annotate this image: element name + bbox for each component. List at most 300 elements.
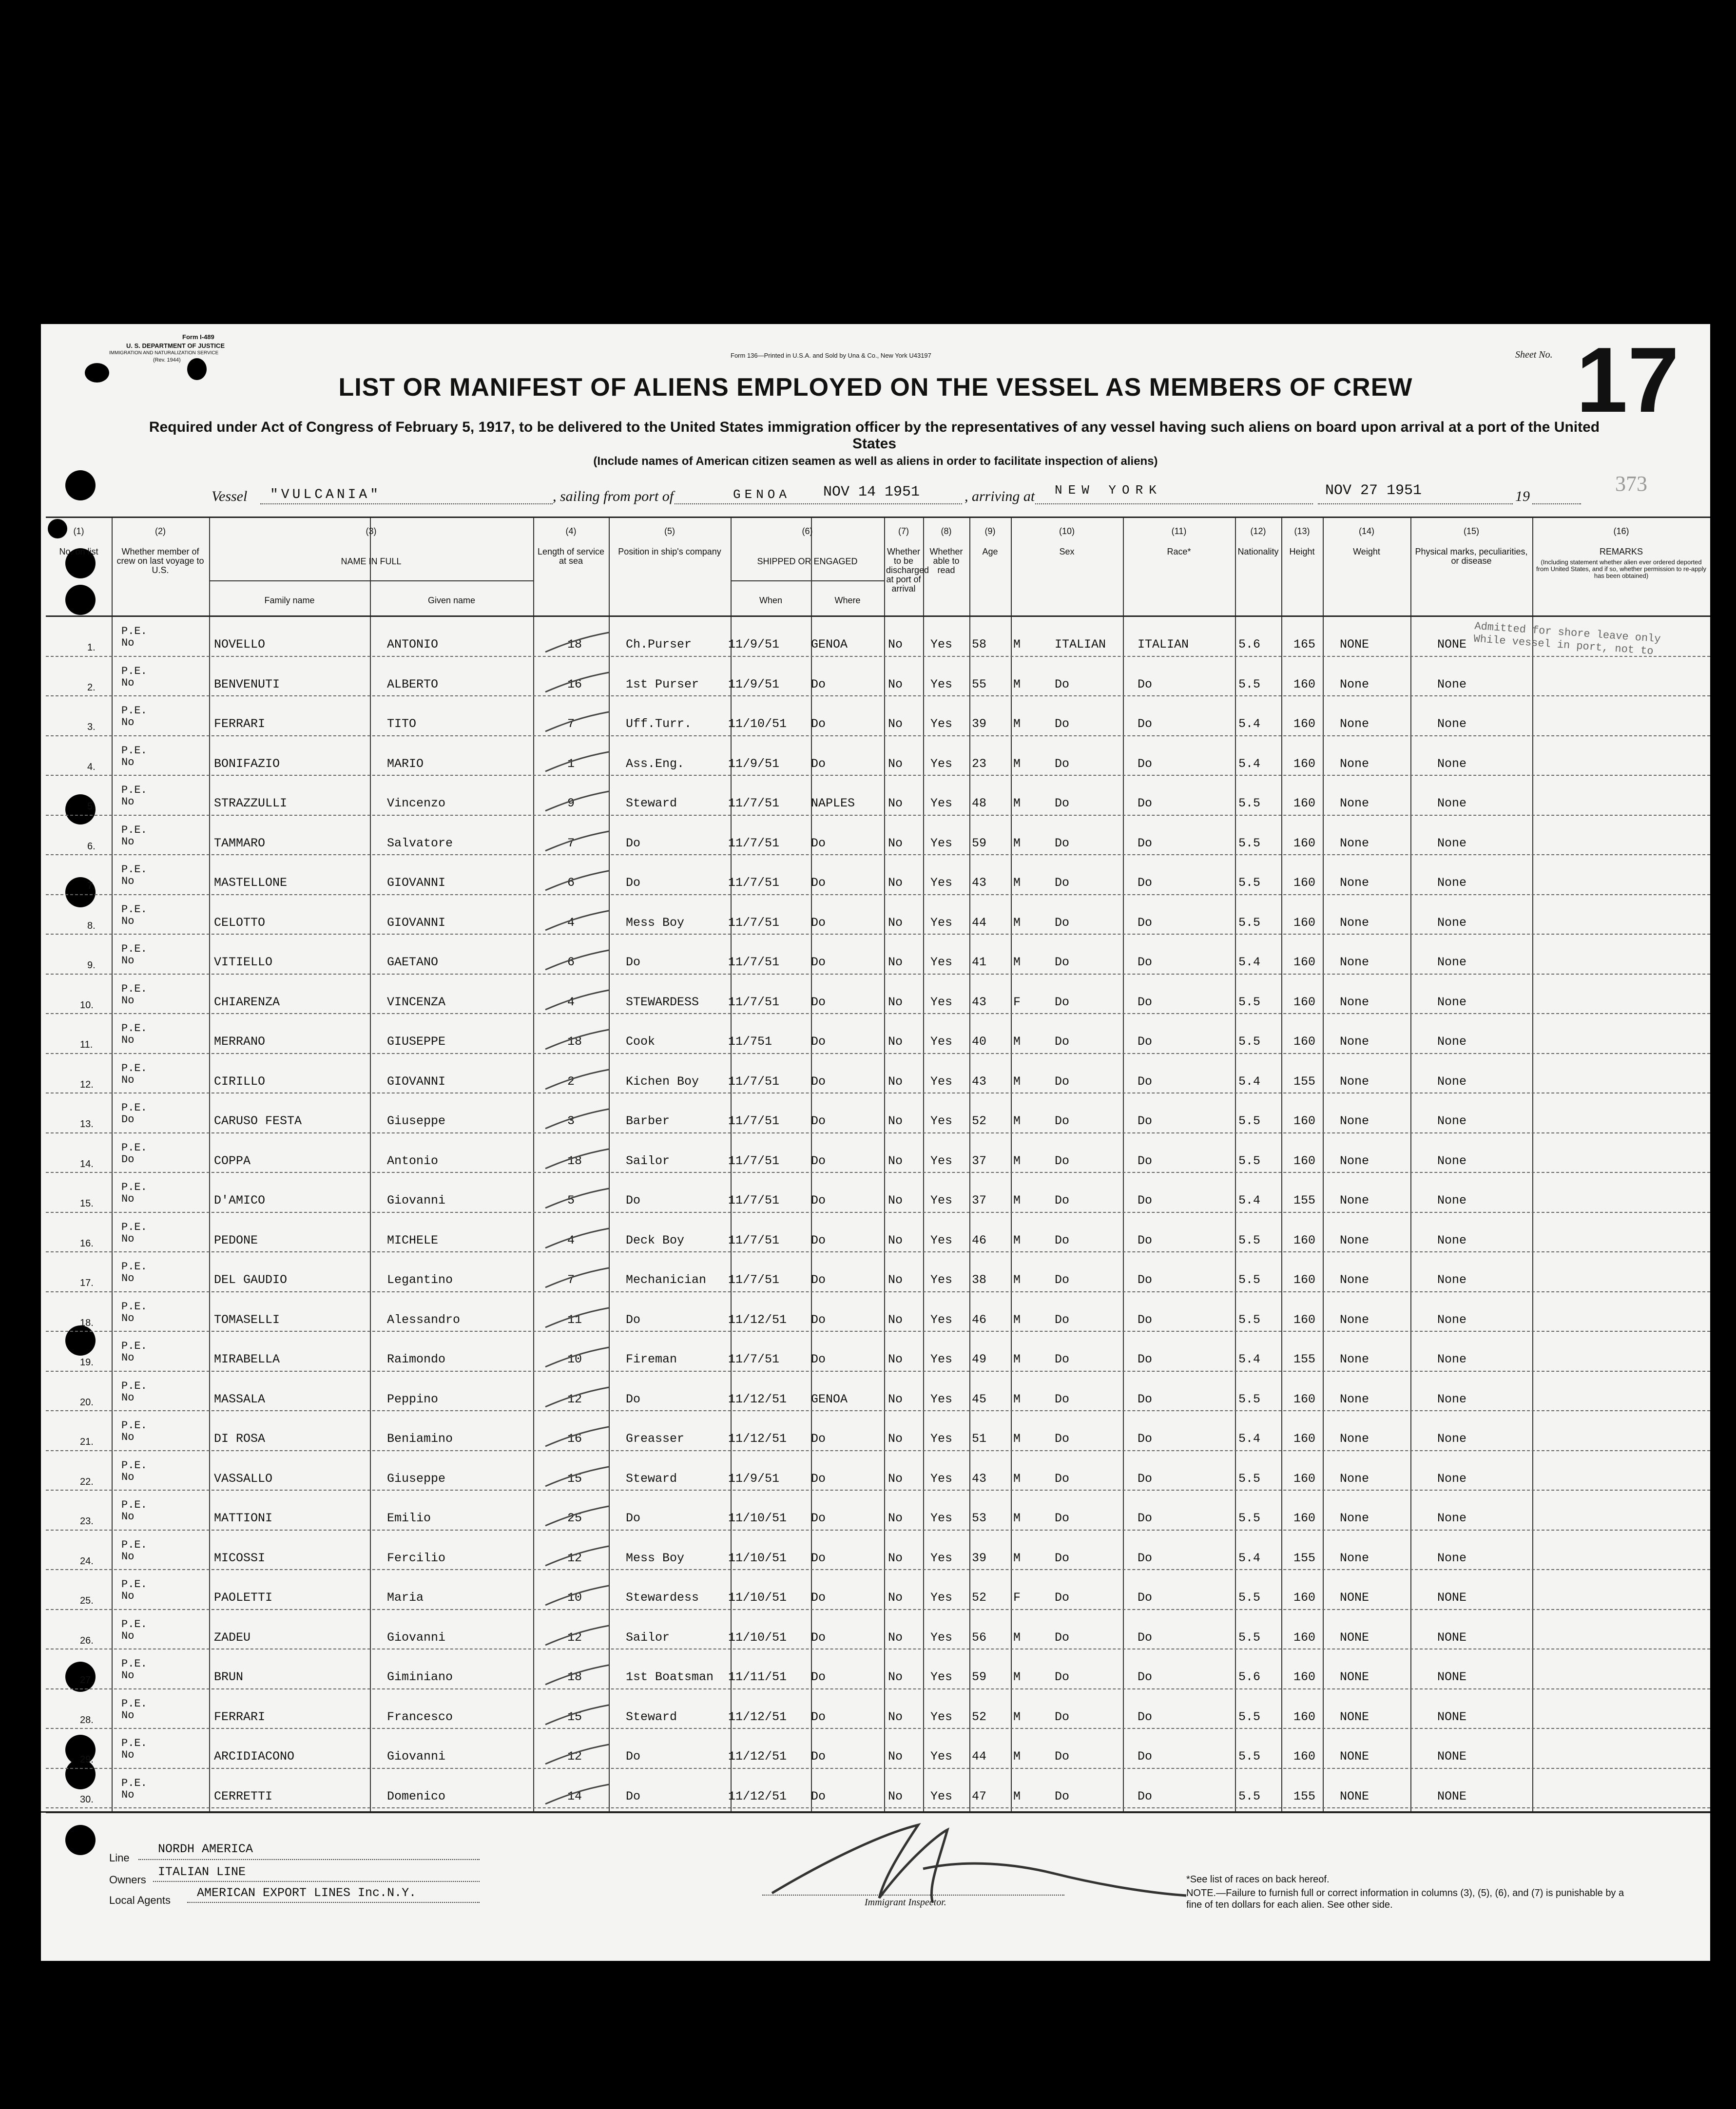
shipped-port-cell: Do	[811, 756, 826, 771]
physical-marks-cell: None	[1340, 1352, 1370, 1366]
weight-cell: 160	[1293, 1312, 1316, 1327]
row-divider	[46, 1013, 1710, 1014]
race-cell: Do	[1055, 1312, 1070, 1327]
position-cell: Do	[626, 1312, 641, 1327]
able-to-read-cell: Yes	[930, 1471, 953, 1486]
able-to-read-cell: Yes	[930, 1432, 953, 1446]
tally-stroke	[543, 1067, 611, 1092]
given-name-cell: MARIO	[387, 756, 424, 771]
shipped-date-cell: 11/10/51	[728, 1630, 787, 1645]
previous-voyage: No	[121, 796, 135, 808]
height-cell: 5.4	[1238, 955, 1261, 969]
row-divider	[46, 1371, 1710, 1372]
sex-cell: M	[1013, 1471, 1021, 1486]
weight-cell: 160	[1293, 796, 1316, 810]
inspector-signature	[762, 1805, 1201, 1913]
discharge-cell: No	[888, 915, 903, 930]
shipped-port-cell: Do	[811, 717, 826, 731]
able-to-read-cell: Yes	[930, 995, 953, 1009]
remarks-cell: None	[1437, 955, 1467, 969]
weight-cell: 160	[1293, 1749, 1316, 1764]
nationality-cell: Do	[1138, 1233, 1153, 1247]
previous-voyage: No	[121, 875, 135, 887]
physical-marks-cell: None	[1340, 1233, 1370, 1247]
nationality-cell: Do	[1138, 1352, 1153, 1366]
row-divider	[46, 1331, 1710, 1332]
age-cell: 39	[972, 1551, 987, 1565]
age-cell: 43	[972, 995, 987, 1009]
family-name-cell: MASSALA	[214, 1392, 266, 1406]
shipped-date-cell: 11/751	[728, 1035, 772, 1049]
sex-cell: M	[1013, 1114, 1021, 1128]
able-to-read-cell: Yes	[930, 1233, 953, 1247]
nationality-cell: Do	[1138, 1273, 1153, 1287]
height-cell: 5.5	[1238, 1035, 1261, 1049]
height-cell: 5.5	[1238, 1312, 1261, 1327]
row-divider	[46, 1410, 1710, 1411]
nationality-cell: Do	[1138, 836, 1153, 850]
previous-voyage: No	[121, 1034, 135, 1046]
sex-cell: M	[1013, 677, 1021, 691]
column-header: No. on list	[59, 547, 98, 556]
age-cell: 52	[972, 1591, 987, 1605]
shipped-date-cell: 11/7/51	[728, 1233, 780, 1247]
row-divider	[46, 894, 1710, 895]
height-cell: 5.5	[1238, 1749, 1261, 1764]
tally-stroke	[543, 829, 611, 853]
physical-marks-cell: None	[1340, 1392, 1370, 1406]
family-name-cell: MIRABELLA	[214, 1352, 280, 1366]
service-years-cell: 5	[567, 1193, 575, 1208]
row-divider	[46, 974, 1710, 975]
row-divider	[46, 775, 1710, 776]
service-years-cell: 2	[567, 1074, 575, 1089]
previous-voyage: P.E.	[121, 625, 147, 637]
given-name-cell: TITO	[387, 717, 417, 731]
discharge-cell: No	[888, 1511, 903, 1525]
race-cell: Do	[1055, 1273, 1070, 1287]
shipped-date-cell: 11/12/51	[728, 1392, 787, 1406]
row-number: 7.	[87, 881, 96, 891]
row-number: 9.	[87, 960, 96, 971]
height-cell: 5.4	[1238, 717, 1261, 731]
previous-voyage: P.E.	[121, 1618, 147, 1630]
previous-voyage: P.E.	[121, 982, 147, 995]
race-cell: Do	[1055, 1352, 1070, 1366]
sex-cell: M	[1013, 1312, 1021, 1327]
row-number: 11.	[80, 1039, 93, 1050]
discharge-cell: No	[888, 1749, 903, 1764]
discharge-cell: No	[888, 1035, 903, 1049]
previous-voyage: P.E.	[121, 1459, 147, 1472]
column-number: (2)	[155, 526, 166, 536]
family-name-cell: VITIELLO	[214, 955, 273, 969]
position-cell: Sailor	[626, 1153, 670, 1168]
weight-cell: 155	[1293, 1352, 1316, 1366]
shipped-date-cell: 11/7/51	[728, 1114, 780, 1128]
shipped-date-cell: 11/7/51	[728, 1153, 780, 1168]
punch-hole	[65, 1825, 96, 1855]
race-cell: Do	[1055, 717, 1070, 731]
given-name-cell: Giuseppe	[387, 1471, 446, 1486]
height-cell: 5.5	[1238, 1114, 1261, 1128]
previous-voyage: No	[121, 1511, 135, 1523]
discharge-cell: No	[888, 1709, 903, 1724]
column-number: (7)	[898, 526, 909, 536]
weight-cell: 155	[1293, 1551, 1316, 1565]
shipped-date-cell: 11/7/51	[728, 796, 780, 810]
nationality-cell: Do	[1138, 677, 1153, 691]
previous-voyage: No	[121, 1669, 135, 1682]
age-cell: 59	[972, 1670, 987, 1684]
sex-cell: M	[1013, 1551, 1021, 1565]
column-header: Position in ship's company	[618, 547, 721, 556]
previous-voyage: No	[121, 1232, 135, 1245]
owners-label: Owners	[109, 1874, 146, 1886]
column-header: Nationality	[1237, 547, 1279, 556]
family-name-cell: CERRETTI	[214, 1789, 273, 1803]
remarks-cell: NONE	[1437, 1709, 1467, 1724]
sex-cell: M	[1013, 1233, 1021, 1247]
previous-voyage: No	[121, 915, 135, 927]
tally-stroke	[543, 1544, 611, 1568]
column-number: (9)	[984, 526, 996, 536]
race-cell: Do	[1055, 1114, 1070, 1128]
column-header: Sex	[1059, 547, 1075, 556]
physical-marks-cell: None	[1340, 796, 1370, 810]
previous-voyage: No	[121, 835, 135, 848]
row-number: 16.	[80, 1238, 94, 1249]
given-name-cell: Salvatore	[387, 836, 453, 850]
discharge-cell: No	[888, 677, 903, 691]
nationality-cell: Do	[1138, 1432, 1153, 1446]
age-cell: 49	[972, 1352, 987, 1366]
discharge-cell: No	[888, 1789, 903, 1803]
height-cell: 5.5	[1238, 1511, 1261, 1525]
previous-voyage: No	[121, 1391, 135, 1404]
weight-cell: 160	[1293, 756, 1316, 771]
able-to-read-cell: Yes	[930, 1392, 953, 1406]
given-name-cell: GIUSEPPE	[387, 1035, 446, 1049]
given-name-cell: Antonio	[387, 1153, 439, 1168]
agents-label: Local Agents	[109, 1894, 171, 1906]
tally-stroke	[543, 1663, 611, 1687]
position-cell: Do	[626, 1392, 641, 1406]
tally-stroke	[543, 749, 611, 774]
family-name-cell: TOMASELLI	[214, 1312, 280, 1327]
sex-cell: M	[1013, 1670, 1021, 1684]
position-cell: Fireman	[626, 1352, 677, 1366]
sailing-label: , sailing from port of	[553, 488, 674, 504]
race-cell: Do	[1055, 915, 1070, 930]
race-cell: Do	[1055, 995, 1070, 1009]
able-to-read-cell: Yes	[930, 1153, 953, 1168]
position-cell: Stewardess	[626, 1591, 699, 1605]
family-name-cell: MERRANO	[214, 1035, 266, 1049]
tally-stroke	[543, 1027, 611, 1052]
age-cell: 48	[972, 796, 987, 810]
height-cell: 5.5	[1238, 1233, 1261, 1247]
previous-voyage: No	[121, 637, 135, 649]
given-name-cell: Fercilio	[387, 1551, 446, 1565]
previous-voyage: No	[121, 1074, 135, 1086]
physical-marks-cell: None	[1340, 1153, 1370, 1168]
able-to-read-cell: Yes	[930, 1749, 953, 1764]
row-divider	[46, 1450, 1710, 1451]
race-cell: Do	[1055, 677, 1070, 691]
shipped-date-cell: 11/12/51	[728, 1749, 787, 1764]
previous-voyage: P.E.	[121, 1419, 147, 1432]
shipped-port-cell: GENOA	[811, 1392, 848, 1406]
nationality-cell: Do	[1138, 1035, 1153, 1049]
column-number: (12)	[1250, 526, 1266, 536]
race-cell: Do	[1055, 1193, 1070, 1208]
nationality-cell: Do	[1138, 796, 1153, 810]
given-name-cell: Giovanni	[387, 1749, 446, 1764]
remarks-cell: None	[1437, 1273, 1467, 1287]
column-header: REMARKS	[1599, 547, 1643, 556]
row-number: 27.	[80, 1675, 94, 1686]
height-cell: 5.5	[1238, 915, 1261, 930]
given-name-cell: Legantino	[387, 1273, 453, 1287]
previous-voyage: No	[121, 1272, 135, 1285]
physical-marks-cell: NONE	[1340, 637, 1370, 652]
race-cell: Do	[1055, 955, 1070, 969]
sex-cell: M	[1013, 1153, 1021, 1168]
sex-cell: M	[1013, 1789, 1021, 1803]
row-number: 4.	[87, 761, 96, 772]
shipped-port-cell: Do	[811, 915, 826, 930]
position-cell: Mess Boy	[626, 915, 685, 930]
shipped-port-cell: Do	[811, 1233, 826, 1247]
crew-table	[46, 517, 1710, 1813]
physical-marks-cell: NONE	[1340, 1789, 1370, 1803]
column-subheader: Where	[834, 595, 861, 605]
physical-marks-cell: None	[1340, 1035, 1370, 1049]
physical-marks-cell: None	[1340, 756, 1370, 771]
service-years-cell: 12	[567, 1392, 582, 1406]
nationality-cell: Do	[1138, 1670, 1153, 1684]
family-name-cell: MATTIONI	[214, 1511, 273, 1525]
tally-stroke	[543, 1464, 611, 1489]
remarks-cell: None	[1437, 876, 1467, 890]
height-cell: 5.5	[1238, 995, 1261, 1009]
height-cell: 5.4	[1238, 1551, 1261, 1565]
race-cell: Do	[1055, 756, 1070, 771]
shipped-port-cell: Do	[811, 1273, 826, 1287]
previous-voyage: No	[121, 1590, 135, 1602]
row-divider	[46, 1212, 1710, 1213]
shipped-date-cell: 11/7/51	[728, 955, 780, 969]
row-number: 8.	[87, 920, 96, 931]
sex-cell: M	[1013, 1193, 1021, 1208]
nationality-cell: Do	[1138, 1709, 1153, 1724]
previous-voyage: P.E.	[121, 1221, 147, 1233]
tally-stroke	[543, 908, 611, 933]
column-subheader: Family name	[264, 595, 315, 605]
family-name-cell: BENVENUTI	[214, 677, 280, 691]
able-to-read-cell: Yes	[930, 836, 953, 850]
punch-hole	[65, 470, 96, 500]
age-cell: 51	[972, 1432, 987, 1446]
given-name-cell: GIOVANNI	[387, 1074, 446, 1089]
able-to-read-cell: Yes	[930, 637, 953, 652]
discharge-cell: No	[888, 1193, 903, 1208]
weight-cell: 160	[1293, 955, 1316, 969]
row-divider	[46, 1688, 1710, 1689]
row-number: 28.	[80, 1714, 94, 1726]
height-cell: 5.4	[1238, 756, 1261, 771]
discharge-cell: No	[888, 1114, 903, 1128]
given-name-cell: ANTONIO	[387, 637, 439, 652]
column-number: (10)	[1059, 526, 1075, 536]
previous-voyage: No	[121, 1788, 135, 1801]
sex-cell: M	[1013, 1432, 1021, 1446]
given-name-cell: ALBERTO	[387, 677, 439, 691]
weight-cell: 160	[1293, 1591, 1316, 1605]
physical-marks-cell: None	[1340, 836, 1370, 850]
discharge-cell: No	[888, 1591, 903, 1605]
nationality-cell: Do	[1138, 717, 1153, 731]
shipped-date-cell: 11/7/51	[728, 1074, 780, 1089]
position-cell: Do	[626, 836, 641, 850]
remarks-cell: NONE	[1437, 637, 1467, 652]
arrival-port: NEW YORK	[1055, 483, 1162, 498]
nationality-cell: Do	[1138, 915, 1153, 930]
previous-voyage: P.E.	[121, 1340, 147, 1352]
previous-voyage: No	[121, 1352, 135, 1364]
shipped-date-cell: 11/7/51	[728, 1273, 780, 1287]
column-header: Weight	[1353, 547, 1380, 556]
physical-marks-cell: None	[1340, 677, 1370, 691]
tally-stroke	[543, 1504, 611, 1528]
service-years-cell: 18	[567, 1670, 582, 1684]
sex-cell: M	[1013, 1273, 1021, 1287]
row-divider	[46, 1728, 1710, 1729]
departure-port: GENOA	[733, 487, 791, 502]
shipped-port-cell: Do	[811, 1352, 826, 1366]
position-cell: Do	[626, 955, 641, 969]
remarks-cell: None	[1437, 756, 1467, 771]
age-cell: 58	[972, 637, 987, 652]
sex-cell: M	[1013, 796, 1021, 810]
arriving-label: , arriving at	[964, 488, 1035, 504]
service-years-cell: 25	[567, 1511, 582, 1525]
row-number: 17.	[80, 1278, 94, 1288]
position-cell: Deck Boy	[626, 1233, 685, 1247]
tally-stroke	[543, 1107, 611, 1131]
remarks-cell: None	[1437, 1153, 1467, 1168]
shipped-port-cell: Do	[811, 1193, 826, 1208]
column-subheader: Given name	[427, 595, 476, 605]
height-cell: 5.5	[1238, 1153, 1261, 1168]
shipped-port-cell: Do	[811, 1432, 826, 1446]
physical-marks-cell: None	[1340, 1312, 1370, 1327]
previous-voyage: P.E.	[121, 1777, 147, 1789]
column-number: (3)	[366, 526, 377, 536]
weight-cell: 160	[1293, 1153, 1316, 1168]
given-name-cell: Emilio	[387, 1511, 431, 1525]
remarks-cell: None	[1437, 1551, 1467, 1565]
weight-cell: 160	[1293, 1709, 1316, 1724]
sex-cell: M	[1013, 1630, 1021, 1645]
discharge-cell: No	[888, 637, 903, 652]
sheet-number-label: Sheet No.	[1515, 349, 1553, 360]
discharge-cell: No	[888, 1471, 903, 1486]
vessel-name: "VULCANIA"	[270, 487, 382, 502]
sheet-number: 17	[1576, 328, 1679, 432]
able-to-read-cell: Yes	[930, 1551, 953, 1565]
previous-voyage: P.E.	[121, 1380, 147, 1392]
nationality-cell: Do	[1138, 876, 1153, 890]
previous-voyage: No	[121, 756, 135, 768]
position-cell: 1st Boatsman	[626, 1670, 714, 1684]
weight-cell: 160	[1293, 915, 1316, 930]
age-cell: 46	[972, 1233, 987, 1247]
row-number: 14.	[80, 1158, 94, 1170]
row-number: 6.	[87, 841, 96, 852]
row-number: 18.	[80, 1317, 94, 1328]
weight-cell: 160	[1293, 1511, 1316, 1525]
weight-cell: 155	[1293, 1074, 1316, 1089]
row-number: 25.	[80, 1595, 94, 1606]
position-cell: STEWARDESS	[626, 995, 699, 1009]
tally-stroke	[543, 1782, 611, 1806]
shipped-port-cell: Do	[811, 955, 826, 969]
row-divider	[46, 735, 1710, 736]
printer-line: Form 136—Printed in U.S.A. and Sold by Una & Co., New York U43197	[731, 352, 931, 359]
discharge-cell: No	[888, 1630, 903, 1645]
able-to-read-cell: Yes	[930, 1709, 953, 1724]
page-title: LIST OR MANIFEST OF ALIENS EMPLOYED ON THE VESSEL AS MEMBERS OF CREW	[338, 373, 1413, 402]
physical-marks-cell: None	[1340, 1114, 1370, 1128]
discharge-cell: No	[888, 955, 903, 969]
weight-cell: 160	[1293, 1392, 1316, 1406]
previous-voyage: P.E.	[121, 1658, 147, 1670]
discharge-cell: No	[888, 836, 903, 850]
tally-stroke	[543, 1703, 611, 1727]
remarks-cell: NONE	[1437, 1591, 1467, 1605]
race-cell: Do	[1055, 1471, 1070, 1486]
tally-stroke	[543, 1742, 611, 1766]
height-cell: 5.5	[1238, 1789, 1261, 1803]
sex-cell: M	[1013, 876, 1021, 890]
position-cell: Cook	[626, 1035, 656, 1049]
remarks-cell: None	[1437, 995, 1467, 1009]
able-to-read-cell: Yes	[930, 1670, 953, 1684]
row-number: 10.	[80, 999, 94, 1011]
family-name-cell: CARUSO FESTA	[214, 1114, 302, 1128]
shipped-date-cell: 11/7/51	[728, 995, 780, 1009]
family-name-cell: DEL GAUDIO	[214, 1273, 288, 1287]
age-cell: 52	[972, 1114, 987, 1128]
tally-stroke	[543, 948, 611, 972]
row-divider	[46, 1530, 1710, 1531]
physical-marks-cell: None	[1340, 876, 1370, 890]
physical-marks-cell: NONE	[1340, 1591, 1370, 1605]
shipped-port-cell: Do	[811, 1591, 826, 1605]
nationality-cell: Do	[1138, 995, 1153, 1009]
row-divider	[46, 1053, 1710, 1054]
column-header: Whether to be discharged at port of arrival	[886, 547, 929, 594]
remarks-cell: None	[1437, 1471, 1467, 1486]
row-divider	[46, 934, 1710, 935]
age-cell: 38	[972, 1273, 987, 1287]
sex-cell: M	[1013, 1074, 1021, 1089]
shipped-port-cell: Do	[811, 1709, 826, 1724]
row-divider	[46, 1291, 1710, 1292]
weight-cell: 160	[1293, 1471, 1316, 1486]
